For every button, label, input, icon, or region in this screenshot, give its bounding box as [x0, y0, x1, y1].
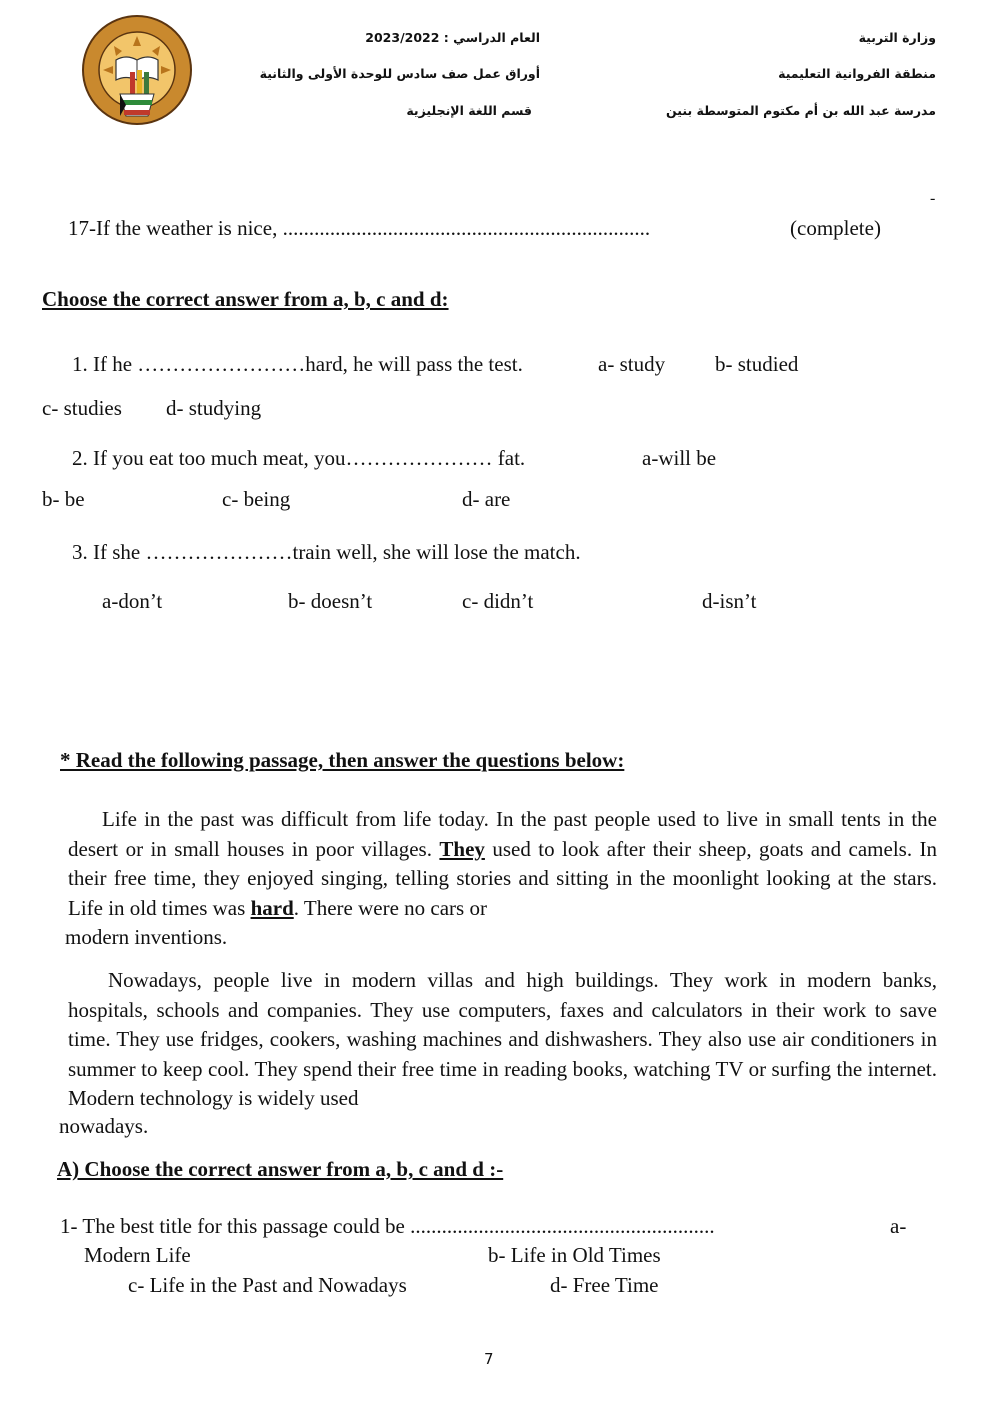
q1-stem: 1. If he ……………………hard, he will pass the test. — [72, 352, 523, 376]
q1-option-a: a- study — [598, 352, 666, 376]
q17-type: (complete) — [790, 216, 881, 240]
page-number: 7 — [484, 1350, 494, 1368]
p1-last-line: modern inventions. — [65, 925, 228, 949]
p1-part-a: Life in the past was difficult from life today. In the past people used to live in small tents in the desert or in small houses in poor villages. — [68, 807, 937, 861]
q3-option-a: a-don’t — [102, 589, 163, 613]
header-worksheet: أوراق عمل صف سادس للوحدة الأولى والثانية — [259, 66, 540, 81]
p1-part-b: used to look after their sheep, goats and camels. In their free time, they enjoyed singing, telling stories and sitting in the moonlight looking at the stars. Life in old times was — [68, 836, 937, 920]
sectionA-q1-stem: 1- The best title for this passage could be .......................................................... — [60, 1214, 715, 1238]
section1-heading: Choose the correct answer from a, b, c and d: — [42, 287, 449, 311]
reading-heading: * Read the following passage, then answer the questions below: — [60, 748, 625, 772]
sectionA-q1-option-a: Modern Life — [84, 1243, 191, 1267]
q3-option-b: b- doesn’t — [288, 589, 373, 613]
p1-they: They — [439, 836, 485, 861]
q1-option-d: d- studying — [166, 396, 262, 420]
q3-stem: 3. If she …………………train well, she will lose the match. — [72, 540, 581, 564]
passage-paragraph-1 — [68, 805, 937, 923]
header-year: العام الدراسي : 2023/2022 — [365, 30, 540, 45]
header-department: قسم اللغة الإنجليزية — [406, 103, 532, 118]
passage-paragraph-2: Nowadays, people live in modern villas and high buildings. They work in modern banks, hospitals, schools and companies. They use computers, faxes and calculators in their work to save time. They use fridges, cookers, washing machines and dishwashers. They also use air conditioners in summer to keep cool. They spend their free time in reading books, watching TV or surfing the internet. Modern technology is widely used — [68, 968, 937, 1111]
p2-last-line: nowadays. — [59, 1114, 149, 1138]
p1-hard: hard — [250, 895, 294, 920]
sectionA-q1-option-c: c- Life in the Past and Nowadays — [128, 1273, 407, 1297]
sectionA-q1-a-prefix: a- — [890, 1214, 907, 1238]
header-district: منطقة الفروانية التعليمية — [778, 66, 936, 81]
sectionA-heading: A) Choose the correct answer from a, b, c and d :- — [57, 1157, 504, 1181]
header-school: مدرسة عبد الله بن أم مكتوم المتوسطة بنين — [665, 103, 936, 118]
q2-option-d: d- are — [462, 487, 511, 511]
q2-option-a: a-will be — [642, 446, 717, 470]
sectionA-q1-option-d: d- Free Time — [550, 1273, 659, 1297]
p1-part-c: . There were no cars or — [293, 895, 487, 920]
school-logo — [80, 14, 194, 134]
q2-option-c: c- being — [222, 487, 291, 511]
stray-dash: - — [930, 190, 936, 207]
q3-option-c: c- didn’t — [462, 589, 534, 613]
header-ministry: وزارة التربية — [858, 30, 936, 45]
q1-option-b: b- studied — [715, 352, 799, 376]
q3-option-d: d-isn’t — [702, 589, 757, 613]
q2-stem: 2. If you eat too much meat, you………………… fat. — [72, 446, 526, 470]
q2-option-b: b- be — [42, 487, 85, 511]
sectionA-q1-option-b: b- Life in Old Times — [488, 1243, 661, 1267]
q17-text: 17-If the weather is nice, ...................................................................... — [68, 216, 651, 240]
q1-option-c: c- studies — [42, 396, 122, 420]
